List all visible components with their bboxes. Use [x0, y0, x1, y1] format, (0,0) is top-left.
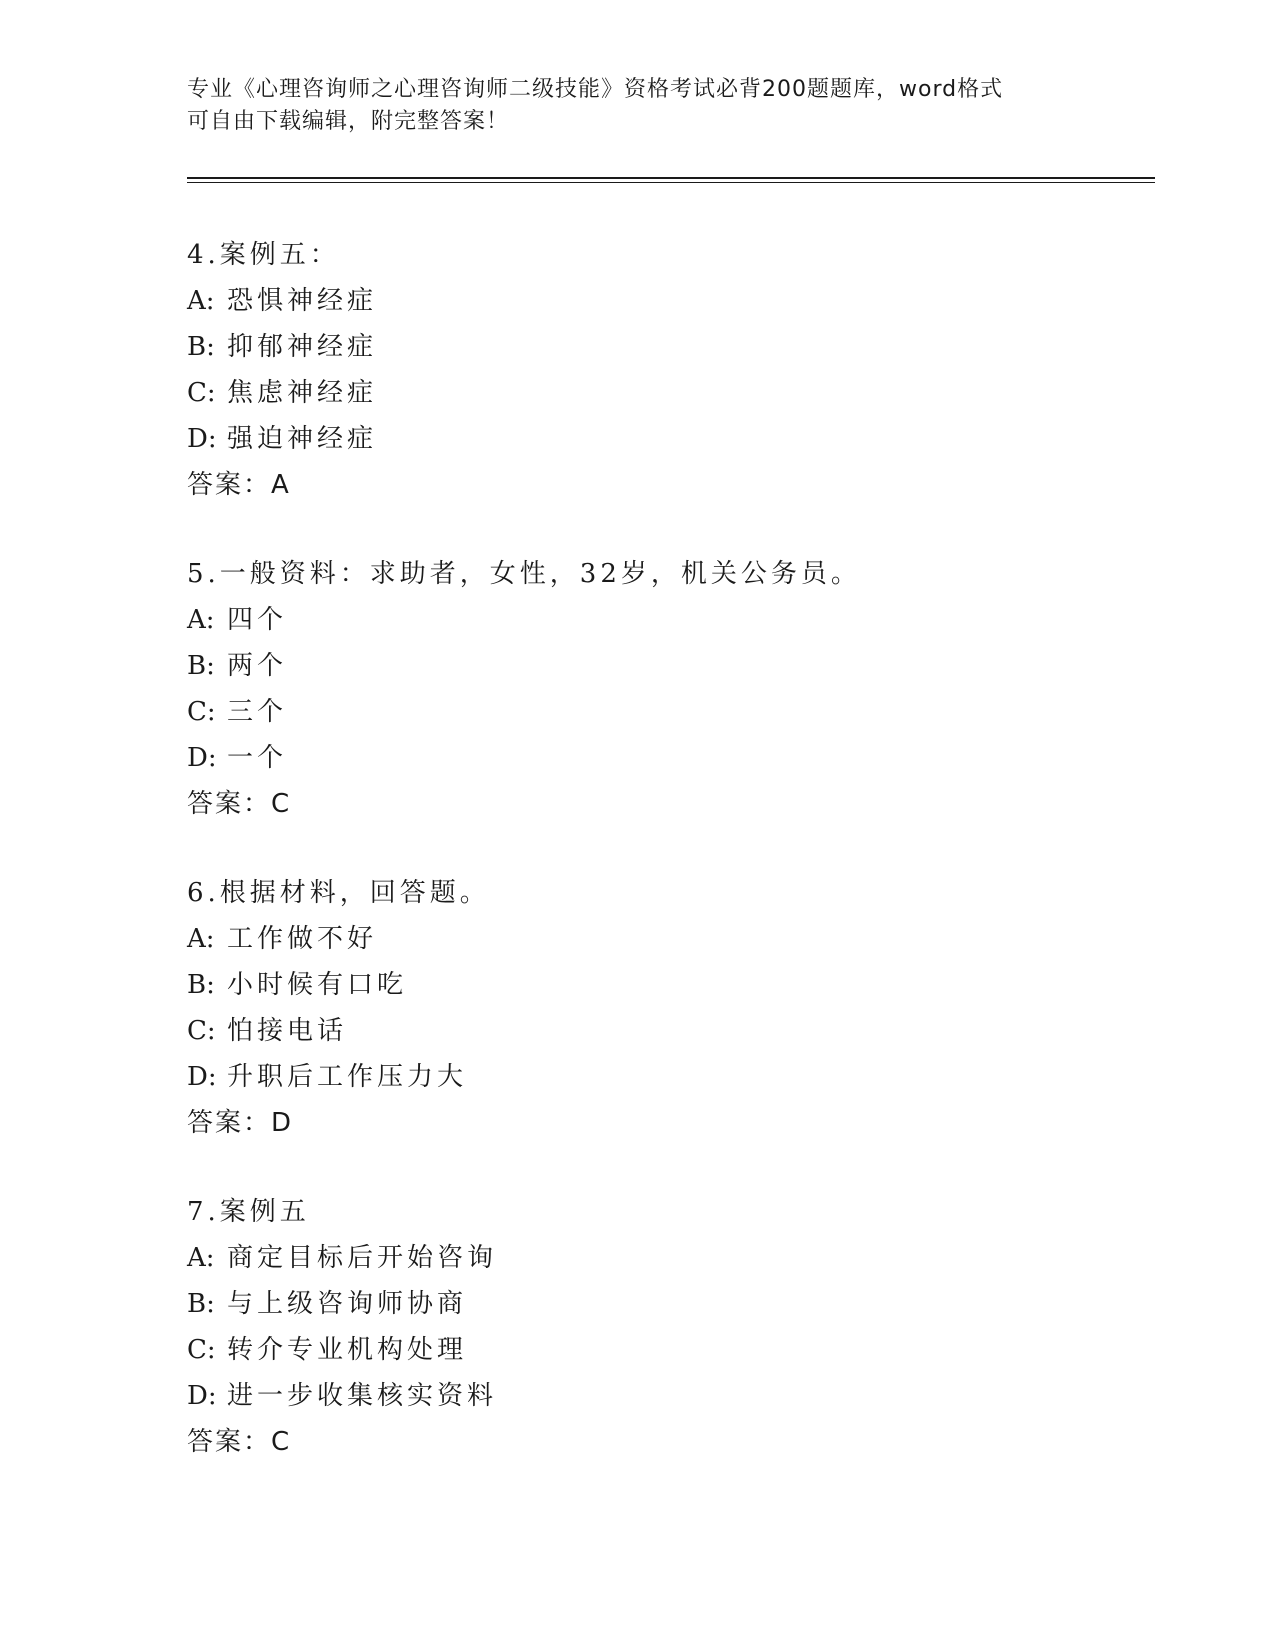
option-letter: B: [187, 332, 215, 362]
option-letter: A: [187, 605, 215, 635]
answer-line: 答案：C [187, 1427, 292, 1457]
option-text: 三个 [227, 697, 288, 727]
header-divider-top [187, 177, 1155, 179]
option-text: 工作做不好 [227, 924, 378, 954]
option-letter: B: [187, 970, 215, 1000]
option-text: 小时候有口吃 [227, 970, 408, 1000]
option-text: 进一步收集核实资料 [227, 1381, 498, 1411]
option-text: 商定目标后开始咨询 [227, 1243, 498, 1273]
question-title: 4.案例五： [187, 240, 340, 270]
option-text: 与上级咨询师协商 [227, 1289, 468, 1319]
question-title: 6.根据材料，回答题。 [187, 878, 490, 908]
option-text: 两个 [227, 651, 288, 681]
header-divider-bottom [187, 182, 1155, 183]
document-header [187, 74, 1067, 138]
option-letter: D: [187, 1381, 217, 1411]
answer-line: 答案：D [187, 1108, 294, 1138]
option-letter: D: [187, 424, 217, 454]
question-title: 5.一般资料：求助者，女性，32岁，机关公务员。 [187, 559, 861, 589]
option-text: 焦虑神经症 [227, 378, 378, 408]
option-letter: C: [187, 378, 216, 408]
option-d [187, 735, 1147, 781]
option-letter: C: [187, 1016, 216, 1046]
option-letter: A: [187, 924, 215, 954]
option-b [187, 643, 1147, 689]
option-text: 四个 [227, 605, 288, 635]
option-b [187, 1281, 1147, 1327]
option-letter: D: [187, 743, 217, 773]
option-d [187, 1054, 1147, 1100]
question-item [187, 551, 1147, 827]
option-a [187, 597, 1147, 643]
question-item [187, 232, 1147, 508]
option-c [187, 689, 1147, 735]
header-line-2: 可自由下载编辑，附完整答案！ [187, 109, 510, 134]
option-text: 转介专业机构处理 [227, 1335, 468, 1365]
answer-line: 答案：C [187, 789, 292, 819]
option-text: 一个 [227, 743, 288, 773]
option-text: 强迫神经症 [227, 424, 378, 454]
option-text: 怕接电话 [227, 1016, 348, 1046]
option-text: 恐惧神经症 [227, 286, 378, 316]
option-c [187, 1008, 1147, 1054]
option-letter: C: [187, 1335, 216, 1365]
answer-line: 答案：A [187, 470, 291, 500]
option-letter: D: [187, 1062, 217, 1092]
question-item [187, 1189, 1147, 1465]
question-item [187, 870, 1147, 1146]
option-text: 抑郁神经症 [227, 332, 378, 362]
option-a [187, 278, 1147, 324]
question-title: 7.案例五 [187, 1197, 310, 1227]
option-a [187, 916, 1147, 962]
option-letter: B: [187, 1289, 215, 1319]
option-letter: A: [187, 1243, 215, 1273]
header-line-1: 专业《心理咨询师之心理咨询师二级技能》资格考试必背200题题库，word格式 [187, 77, 1004, 102]
option-text: 升职后工作压力大 [227, 1062, 468, 1092]
question-list [187, 232, 1147, 1508]
option-letter: B: [187, 651, 215, 681]
option-c [187, 1327, 1147, 1373]
option-d [187, 1373, 1147, 1419]
option-d [187, 416, 1147, 462]
option-b [187, 962, 1147, 1008]
option-b [187, 324, 1147, 370]
option-a [187, 1235, 1147, 1281]
option-c [187, 370, 1147, 416]
option-letter: A: [187, 286, 215, 316]
option-letter: C: [187, 697, 216, 727]
